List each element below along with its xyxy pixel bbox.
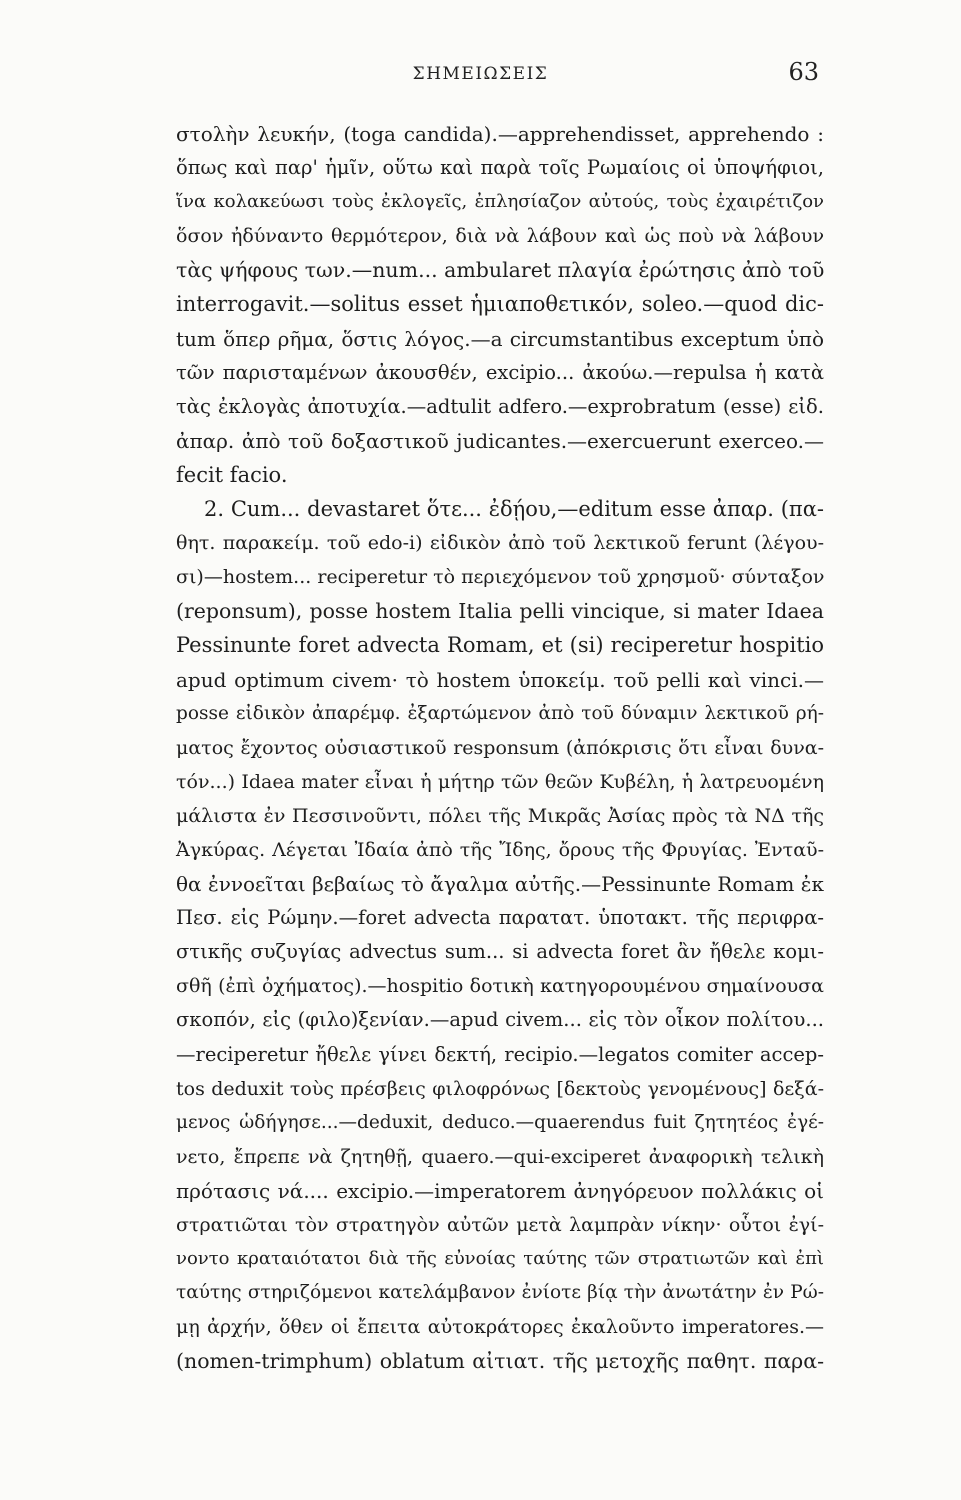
text-line: 2. Cum... devastaret ὅτε... ἐδῄου,—editum esse ἀπαρ. (πα- <box>204 497 824 522</box>
text-line: στικῆς συζυγίας advectus sum... si advecta foret ἂν ἤθελε κομι- <box>176 940 824 964</box>
text-line: νετο, ἔπρεπε νὰ ζητηθῇ, quaero.—qui-exciperet ἀναφορικὴ τελικὴ <box>176 1145 824 1168</box>
text-line: στολὴν λευκήν, (toga candida).—apprehendisset, apprehendo : <box>176 122 824 146</box>
text-line: interrogavit.—solitus esset ἡμιαποθετικόν, soleo.—quod dic- <box>176 292 824 317</box>
text-line: —reciperetur ἤθελε γίνει δεκτή, recipio.—legatos comiter accep- <box>176 1042 824 1066</box>
notes-text <box>176 117 824 1413</box>
text-line: ὅπως καὶ παρ' ἡμῖν, οὕτω καὶ παρὰ τοῖς Ρωμαίοις οἱ ὑποψήφιοι, <box>176 156 824 180</box>
text-line: (reponsum), posse hostem Italia pelli vincique, si mater Idaea <box>176 599 824 624</box>
text-line: tos deduxit τοὺς πρέσβεις φιλοφρόνως [δεκτοὺς γενομένους] δεξά- <box>176 1077 824 1100</box>
text-line: Πεσ. εἰς Ρώμην.—foret advecta παρατατ. ὑποτακτ. τῆς περιφρα- <box>176 906 824 930</box>
text-line: ματος ἔχοντος οὐσιαστικοῦ responsum (ἀπόκρισις ὅτι εἶναι δυνα- <box>176 736 824 759</box>
text-line: (nomen-trimphum) oblatum αἰτιατ. τῆς μετοχῆς παθητ. παρα- <box>176 1349 824 1374</box>
text-line: τὰς ἐκλογὰς ἀποτυχία.—adtulit adfero.—exprobratum (esse) εἰδ. <box>176 394 824 418</box>
page-header <box>0 58 961 94</box>
text-line: μενος ὡδήγησε...—deduxit, deduco.—quaerendus fuit ζητητέος ἐγέ- <box>176 1111 824 1133</box>
text-line: Ἀγκύρας. Λέγεται Ἰδαία ἀπὸ τῆς Ἴδης, ὄρους τῆς Φρυγίας. Ἐνταῦ- <box>176 838 824 861</box>
text-line: ἵνα κολακεύωσι τοὺς ἐκλογεῖς, ἐπλησίαζον αὐτούς, τοὺς ἐχαιρέτιζον <box>176 191 824 213</box>
text-line: σκοπόν, εἰς (φιλο)ξενίαν.—apud civem... εἰς τὸν οἶκον πολίτου... <box>176 1008 824 1032</box>
text-line: fecit facio. <box>176 462 288 487</box>
text-line: τόν...) Idaea mater εἶναι ἡ μήτηρ τῶν θεῶν Κυβέλη, ἡ λατρευομένη <box>176 770 824 793</box>
text-line <box>176 1378 824 1412</box>
text-line: σι)—hostem... reciperetur τὸ περιεχόμενον τοῦ χρησμοῦ· σύνταξον <box>176 566 825 589</box>
text-line: ἀπαρ. ἀπὸ τοῦ δοξαστικοῦ judicantes.—exercuerunt exerceo.— <box>176 428 824 453</box>
page-number: 63 <box>788 58 819 86</box>
text-line: πρότασις νά.... excipio.—imperatorem ἀνηγόρευον πολλάκις οἱ <box>176 1178 824 1203</box>
text-line: apud optimum civem· τὸ hostem ὑποκείμ. τοῦ pelli καὶ vinci.— <box>176 667 824 692</box>
text-line: σθῆ (ἐπὶ ὀχήματος).—hospitio δοτικὴ κατηγορουμένου σημαίνουσα <box>176 975 824 998</box>
text-line: μάλιστα ἐν Πεσσινοῦντι, πόλει τῆς Μικρᾶς Ἀσίας πρὸς τὰ ΝΔ τῆς <box>176 804 824 827</box>
text-line: tum ὅπερ ρῆμα, ὅστις λόγος.—a circumstantibus exceptum ὑπὸ <box>176 326 824 351</box>
text-line: posse εἰδικὸν ἀπαρέμφ. ἐξαρτώμενον ἀπὸ τοῦ δύναμιν λεκτικοῦ ρή- <box>176 702 824 724</box>
text-line: θητ. παρακείμ. τοῦ edo-i) εἰδικὸν ἀπὸ τοῦ λεκτικοῦ ferunt (λέγου- <box>176 532 824 555</box>
text-line: νοντο κραταιότατοι διὰ τῆς εὐνοίας ταύτης τῶν στρατιωτῶν καὶ ἐπὶ <box>176 1248 824 1270</box>
text-line: ταύτης στηριζόμενοι κατελάμβανον ἐνίοτε βίᾳ τὴν ἀνωτάτην ἐν Ρώ- <box>176 1282 824 1304</box>
text-line: μῃ ἀρχήν, ὅθεν οἱ ἔπειτα αὐτοκράτορες ἐκαλοῦντο imperatores.— <box>176 1316 824 1339</box>
text-line: ὅσον ἠδύναντο θερμότερον, διὰ νὰ λάβουν καὶ ὡς ποὺ νὰ λάβουν <box>176 225 824 248</box>
text-line: τῶν παρισταμένων ἀκουσθέν, excipio... ἀκούω.—repulsa ἡ κατὰ <box>176 360 824 384</box>
text-line: τὰς ψήφους των.—num... ambularet πλαγία ἐρώτησις ἀπὸ τοῦ <box>176 258 825 283</box>
text-line: στρατιῶται τὸν στρατηγὸν αὐτῶν μετὰ λαμπρὰν νίκην· οὗτοι ἐγί- <box>176 1214 824 1236</box>
running-head: ΣΗΜΕΙΩΣΕΙΣ <box>412 64 549 84</box>
text-line: θα ἐννοεῖται βεβαίως τὸ ἄγαλμα αὐτῆς.—Pessinunte Romam ἐκ <box>176 872 824 897</box>
text-line: Pessinunte foret advecta Romam, et (si) reciperetur hospitio <box>176 633 824 658</box>
